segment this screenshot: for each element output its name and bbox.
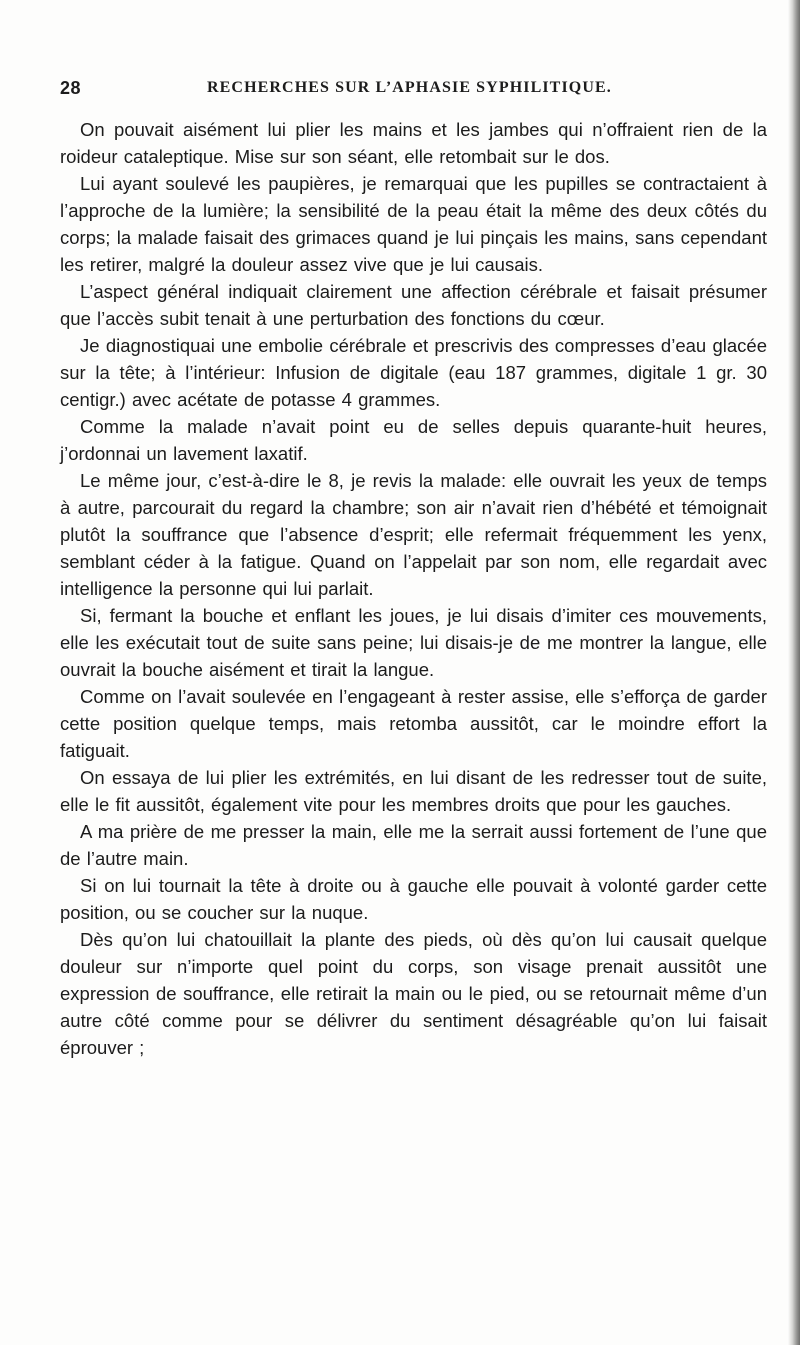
paragraph: Comme on l’avait soulevée en l’engageant à rester assise, elle s’efforça de garder cette position quelque temps, mais retomba aussitôt, car le moindre effort la fatiguait. [60,686,767,761]
paragraph: Si on lui tournait la tête à droite ou à gauche elle pouvait à volonté garder cette position, ou se coucher sur la nuque. [60,875,767,923]
paragraph: Le même jour, c’est-à-dire le 8, je revis la malade: elle ouvrait les yeux de temps à autre, parcourait du regard la chambre; son air n’avait rien d’hébété et témoignait plutôt la souffrance que l’absence d’esprit; elle refermait fréquemment les yenx, semblant céder à la fatigue. Quand on l’appelait par son nom, elle regardait avec intelligence la personne qui lui parlait. [60,470,767,599]
paragraph: Je diagnostiquai une embolie cérébrale et prescrivis des compresses d’eau glacée sur la tête; à l’intérieur: Infusion de digitale (eau 187 grammes, digitale 1 gr. 30 centigr.) avec acétate de potasse 4 grammes. [60,335,767,410]
paragraph: L’aspect général indiquait clairement une affection cérébrale et faisait présumer que l’accès subit tenait à une perturbation des fonctions du cœur. [60,281,767,329]
page-number: 28 [60,78,82,98]
body-text [60,116,767,1061]
paragraph: A ma prière de me presser la main, elle me la serrait aussi fortement de l’une que de l’autre main. [60,821,767,869]
page-header [60,78,760,102]
paragraph: On pouvait aisément lui plier les mains et les jambes qui n’offraient rien de la roideur cataleptique. Mise sur son séant, elle retombait sur le dos. [60,119,767,167]
paragraph: Comme la malade n’avait point eu de selles depuis quarante-huit heures, j’ordonnai un lavement laxatif. [60,416,767,464]
running-title: RECHERCHES SUR L’APHASIE SYPHILITIQUE. [207,79,612,96]
page-edge-shadow [788,0,800,1345]
paragraph: On essaya de lui plier les extrémités, en lui disant de les redresser tout de suite, elle le fit aussitôt, également vite pour les membres droits que pour les gauches. [60,767,767,815]
paragraph: Dès qu’on lui chatouillait la plante des pieds, où dès qu’on lui causait quelque douleur sur n’importe quel point du corps, son visage prenait aussitôt une expression de souffrance, elle retirait la main ou le pied, ou se retournait même d’un autre côté comme pour se délivrer du sentiment désagréable qu’on lui faisait éprouver ; [60,929,767,1058]
paragraph: Si, fermant la bouche et enflant les joues, je lui disais d’imiter ces mouvements, elle les exécutait tout de suite sans peine; lui disais-je de me montrer la langue, elle ouvrait la bouche aisément et tirait la langue. [60,605,767,680]
paragraph: Lui ayant soulevé les paupières, je remarquai que les pupilles se contractaient à l’approche de la lumière; la sensibilité de la peau était la même des deux côtés du corps; la malade faisait des grimaces quand je lui pinçais les mains, sans cependant les retirer, malgré la douleur assez vive que je lui causais. [60,173,767,275]
